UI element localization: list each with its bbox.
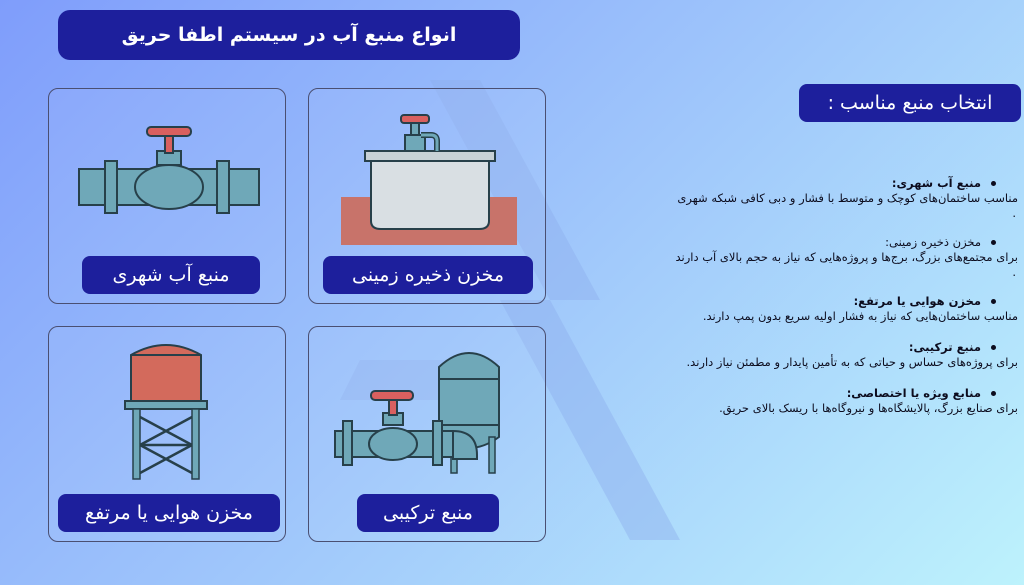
bullet-icon bbox=[991, 391, 996, 396]
list-item-dot: . bbox=[1012, 265, 1016, 279]
page-title: انواع منبع آب در سیستم اطفا حریق bbox=[58, 10, 520, 60]
list-item bbox=[600, 340, 1018, 371]
card-city-water bbox=[48, 88, 286, 304]
list-item bbox=[600, 235, 1018, 279]
list-item-desc: برای پروژه‌های حساس و حیاتی که به تأمین پایدار و مطمئن نیاز دارند. bbox=[686, 355, 1018, 369]
card-label-ground-tank: مخزن ذخیره زمینی bbox=[323, 256, 533, 294]
card-label-combined: منبع ترکیبی bbox=[357, 494, 499, 532]
list-item-heading: منبع ترکیبی: bbox=[908, 340, 981, 354]
bullet-icon bbox=[991, 240, 996, 245]
list-item bbox=[600, 386, 1018, 417]
list-item-heading: مخزن ذخیره زمینی: bbox=[885, 235, 981, 249]
list-item-heading: مخزن هوایی یا مرتفع: bbox=[853, 294, 981, 308]
bullet-icon bbox=[991, 299, 996, 304]
list-item-heading: منبع آب شهری: bbox=[891, 176, 981, 190]
bullet-icon bbox=[991, 181, 996, 186]
list-item-desc: مناسب ساختمان‌هایی که نیاز به فشار اولیه سریع بدون پمپ دارند. bbox=[702, 309, 1018, 323]
card-ground-tank bbox=[308, 88, 546, 304]
list-item-desc: مناسب ساختمان‌های کوچک و متوسط با فشار و دبی کافی شبکه شهری bbox=[677, 191, 1018, 205]
bullet-icon bbox=[991, 345, 996, 350]
source-list bbox=[600, 176, 1018, 432]
card-label-elevated-tank: مخزن هوایی یا مرتفع bbox=[58, 494, 280, 532]
side-title: انتخاب منبع مناسب : bbox=[799, 84, 1021, 122]
list-item bbox=[600, 294, 1018, 325]
list-item bbox=[600, 176, 1018, 220]
card-combined bbox=[308, 326, 546, 542]
list-item-heading: منابع ویژه یا اختصاصی: bbox=[846, 386, 981, 400]
card-label-city-water: منبع آب شهری bbox=[82, 256, 260, 294]
list-item-desc: برای صنایع بزرگ، پالایشگاه‌ها و نیروگاه‌ها با ریسک بالای حریق. bbox=[719, 401, 1018, 415]
list-item-desc: برای مجتمع‌های بزرگ، برج‌ها و پروژه‌هایی که نیاز به حجم بالای آب دارند bbox=[675, 250, 1018, 264]
card-elevated-tank bbox=[48, 326, 286, 542]
list-item-dot: . bbox=[1012, 206, 1016, 220]
